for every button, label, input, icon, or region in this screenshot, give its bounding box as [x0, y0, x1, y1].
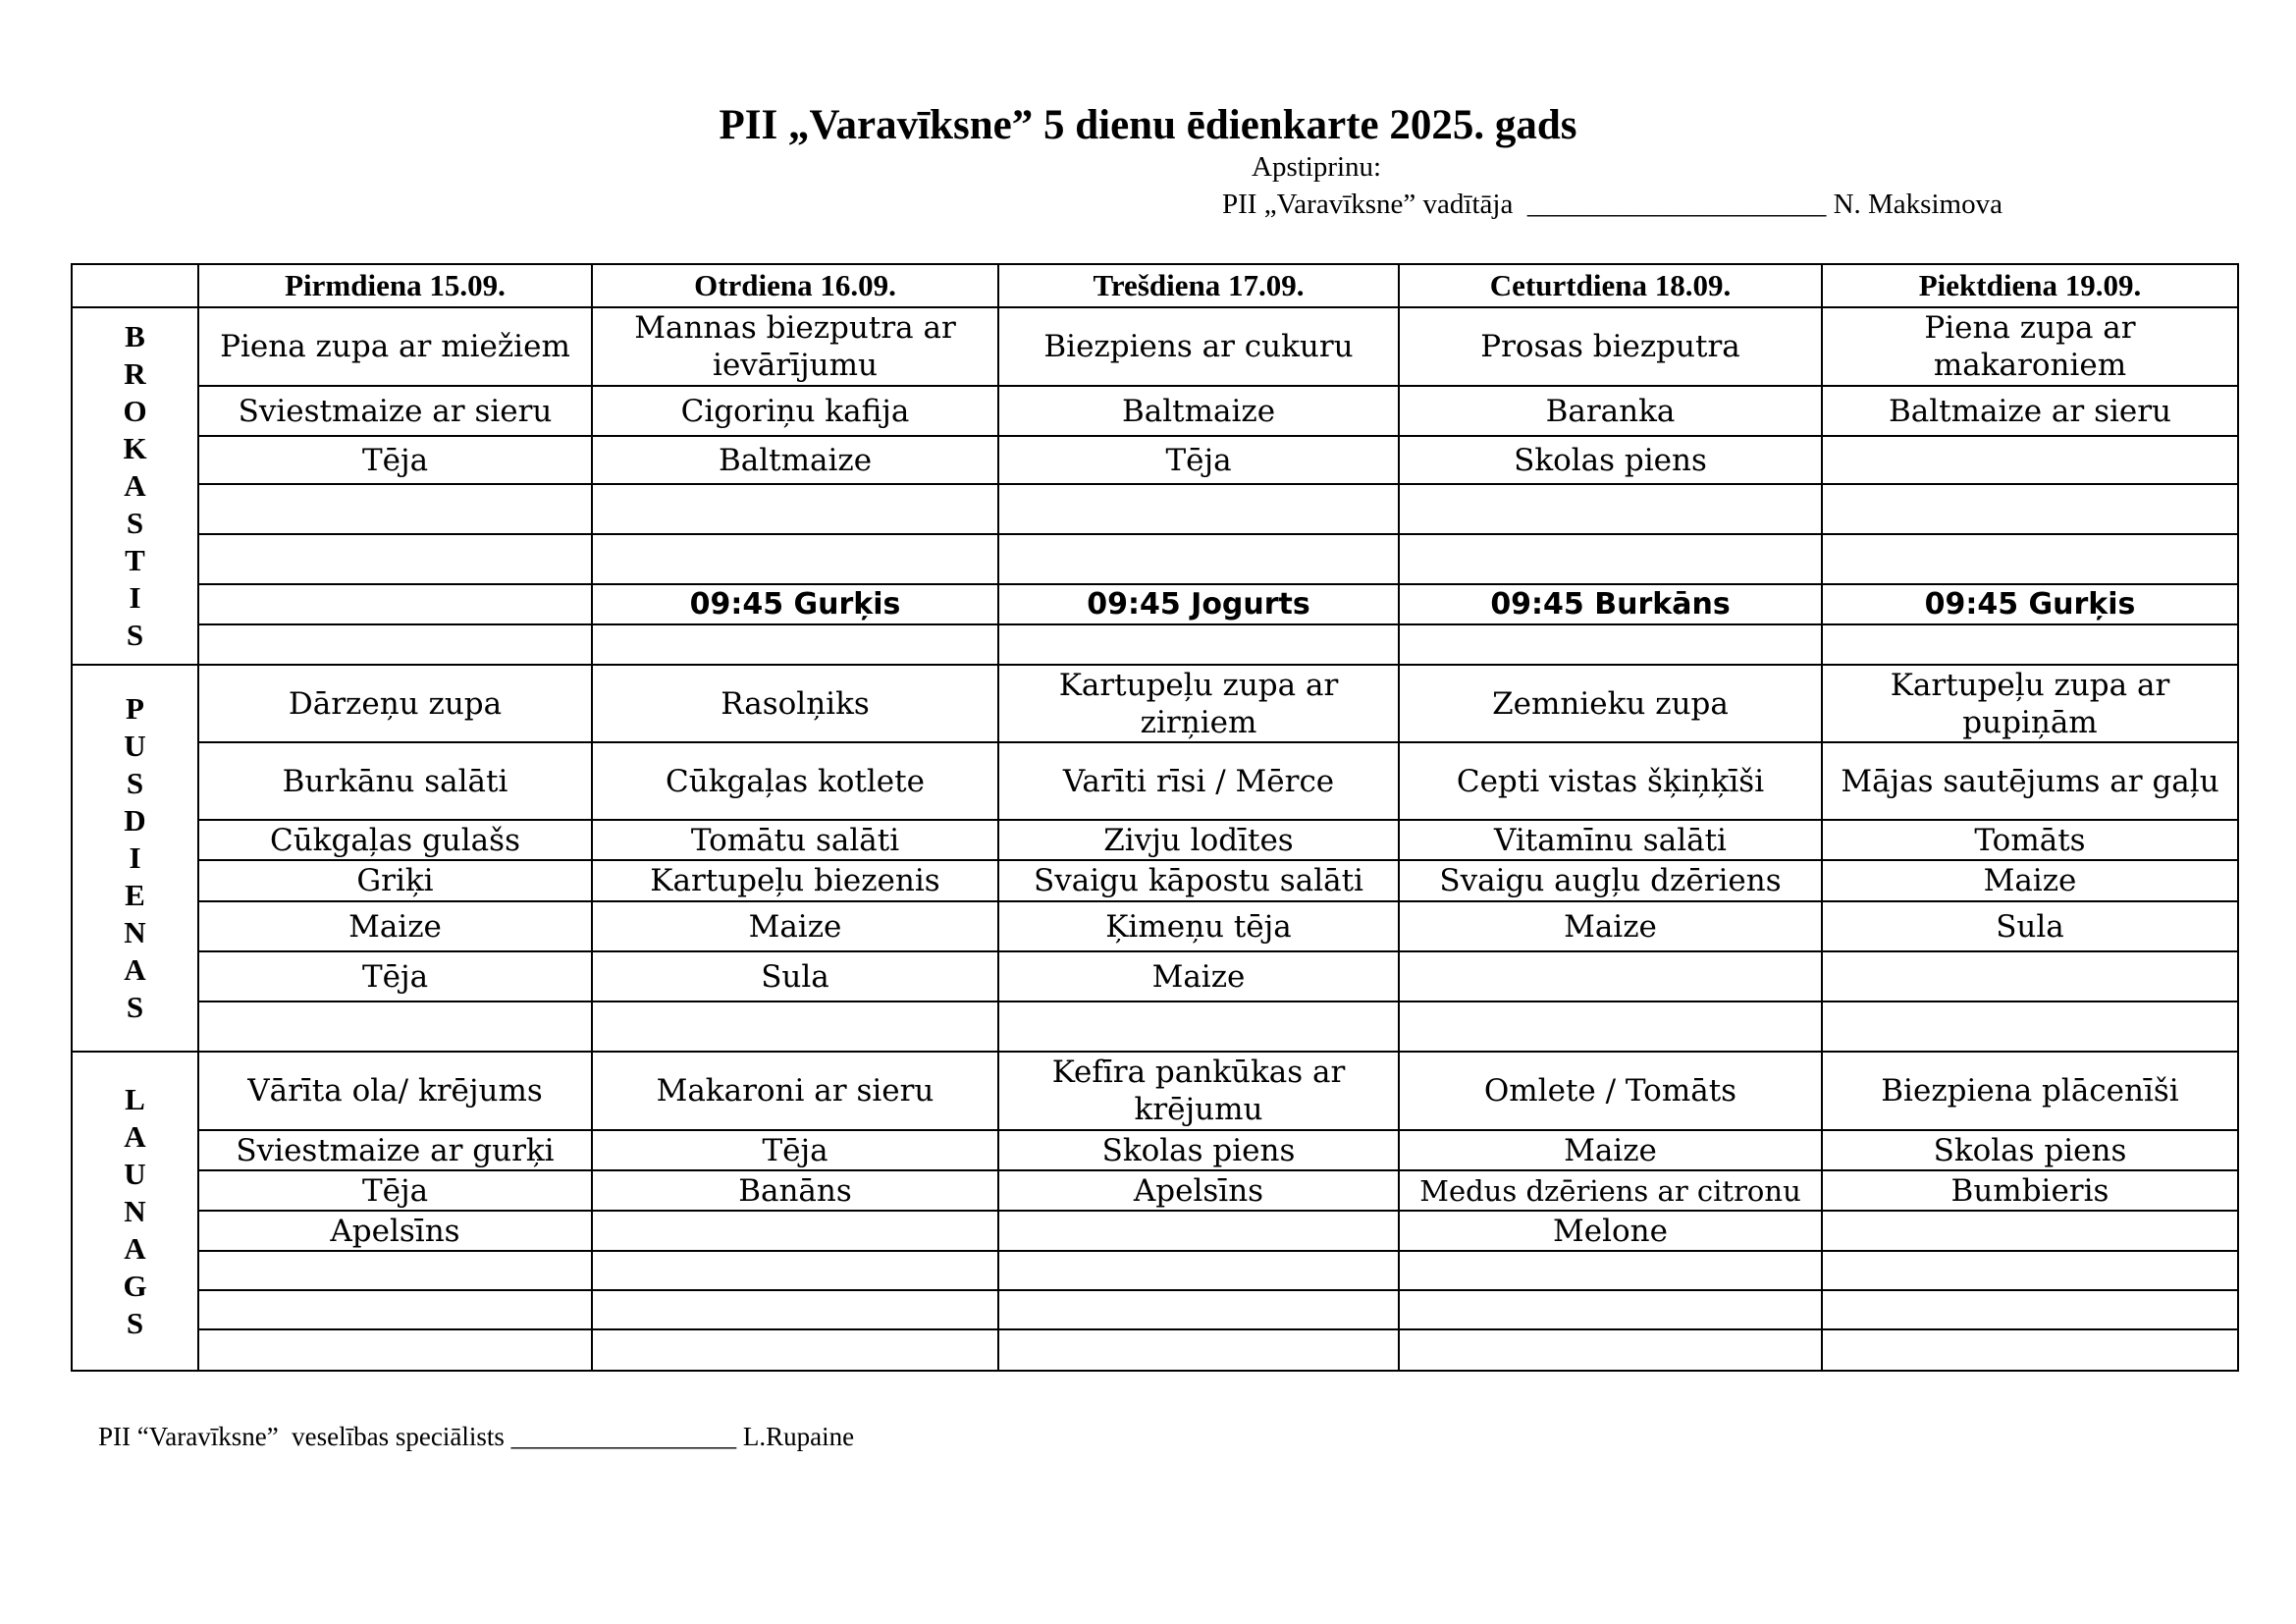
table-row: [72, 901, 2238, 951]
menu-cell: Sula: [592, 951, 998, 1001]
menu-cell: Sviestmaize ar sieru: [198, 386, 592, 436]
menu-cell: Cepti vistas šķiņķīši: [1399, 742, 1822, 820]
menu-cell: Apelsīns: [998, 1170, 1399, 1211]
menu-cell: Piena zupa ar miežiem: [198, 307, 592, 386]
menu-cell: [1399, 484, 1822, 534]
menu-cell: [998, 624, 1399, 665]
menu-cell: Mājas sautējums ar gaļu: [1822, 742, 2238, 820]
menu-cell: [1822, 1001, 2238, 1052]
menu-cell: Zemnieku zupa: [1399, 665, 1822, 742]
menu-cell: Svaigu augļu dzēriens: [1399, 860, 1822, 901]
menu-cell: Mannas biezputra ar ievārījumu: [592, 307, 998, 386]
menu-cell: [998, 534, 1399, 584]
snack-cell: 09:45 Burkāns: [1399, 584, 1822, 624]
document-title: PII „Varavīksne” 5 dienu ēdienkarte 2025. gads: [719, 102, 1577, 148]
menu-cell: [1399, 624, 1822, 665]
footer-signature: PII “Varavīksne” veselības speciālists _________________ L.Rupaine: [98, 1422, 855, 1451]
menu-cell: [1822, 951, 2238, 1001]
menu-cell: [1399, 1251, 1822, 1290]
menu-cell: Biezpiena plācenīši: [1822, 1052, 2238, 1130]
menu-cell: Vārīta ola/ krējums: [198, 1052, 592, 1130]
snack-cell: 09:45 Gurķis: [1822, 584, 2238, 624]
menu-cell: Piena zupa ar makaroniem: [1822, 307, 2238, 386]
menu-cell: Melone: [1399, 1211, 1822, 1251]
menu-cell: [1399, 1001, 1822, 1052]
meal-label-pusdienas: PUSDIENAS: [72, 665, 198, 1052]
table-row: [72, 1130, 2238, 1170]
table-row: [72, 307, 2238, 386]
menu-cell: Kartupeļu zupa ar pupiņām: [1822, 665, 2238, 742]
menu-cell: Biezpiens ar cukuru: [998, 307, 1399, 386]
table-row: [72, 1290, 2238, 1329]
table-row: [72, 1170, 2238, 1211]
menu-cell: [1822, 534, 2238, 584]
table-row: [72, 1052, 2238, 1130]
menu-cell: Makaroni ar sieru: [592, 1052, 998, 1130]
menu-cell: Skolas piens: [1822, 1130, 2238, 1170]
menu-cell: Baltmaize: [998, 386, 1399, 436]
menu-cell: Tēja: [198, 436, 592, 484]
menu-cell: Skolas piens: [998, 1130, 1399, 1170]
table-row: [72, 1001, 2238, 1052]
menu-cell: [198, 624, 592, 665]
table-row: [72, 951, 2238, 1001]
menu-cell: Maize: [592, 901, 998, 951]
menu-cell: Maize: [998, 951, 1399, 1001]
menu-cell: [592, 1329, 998, 1371]
menu-cell: Banāns: [592, 1170, 998, 1211]
table-row: [72, 624, 2238, 665]
menu-cell: Burkānu salāti: [198, 742, 592, 820]
menu-cell: [198, 1001, 592, 1052]
day-header: Otrdiena 16.09.: [592, 264, 998, 307]
menu-cell: [198, 534, 592, 584]
day-header: Ceturtdiena 18.09.: [1399, 264, 1822, 307]
menu-cell: Medus dzēriens ar citronu: [1399, 1170, 1822, 1211]
meal-label-brokastis: BROKASTIS: [72, 307, 198, 665]
menu-cell: [1822, 1251, 2238, 1290]
menu-cell: Skolas piens: [1399, 436, 1822, 484]
table-row: [72, 436, 2238, 484]
menu-cell: [998, 1290, 1399, 1329]
snack-cell: 09:45 Gurķis: [592, 584, 998, 624]
menu-cell: [998, 1211, 1399, 1251]
menu-cell: [998, 1001, 1399, 1052]
menu-cell: [998, 1329, 1399, 1371]
table-row: [72, 584, 2238, 624]
menu-cell: Tēja: [592, 1130, 998, 1170]
menu-cell: [1822, 1290, 2238, 1329]
menu-cell: Ķimeņu tēja: [998, 901, 1399, 951]
table-row: [72, 1211, 2238, 1251]
menu-cell: Prosas biezputra: [1399, 307, 1822, 386]
menu-cell: [198, 1290, 592, 1329]
menu-cell: Maize: [1399, 901, 1822, 951]
menu-cell: [998, 484, 1399, 534]
menu-cell: [198, 1329, 592, 1371]
menu-cell: Kartupeļu zupa ar zirņiem: [998, 665, 1399, 742]
menu-cell: Tēja: [998, 436, 1399, 484]
menu-cell: Tomāts: [1822, 820, 2238, 860]
menu-cell: [592, 1290, 998, 1329]
day-header: Trešdiena 17.09.: [998, 264, 1399, 307]
menu-cell: [1822, 1329, 2238, 1371]
approval-line: Apstiprinu:: [1252, 151, 1382, 183]
table-row: [72, 386, 2238, 436]
table-row: [72, 1251, 2238, 1290]
menu-cell: Rasolņiks: [592, 665, 998, 742]
menu-cell: Kartupeļu biezenis: [592, 860, 998, 901]
menu-cell: [198, 1251, 592, 1290]
menu-cell: [1822, 624, 2238, 665]
day-header: Piektdiena 19.09.: [1822, 264, 2238, 307]
menu-cell: [592, 1211, 998, 1251]
table-row: [72, 665, 2238, 742]
table-row: [72, 860, 2238, 901]
approval-signature: PII „Varavīksne” vadītāja _____________________ N. Maksimova: [1222, 189, 2002, 220]
day-header: Pirmdiena 15.09.: [198, 264, 592, 307]
menu-cell: Baranka: [1399, 386, 1822, 436]
menu-cell: [998, 1251, 1399, 1290]
menu-cell: [1822, 436, 2238, 484]
menu-cell: Tēja: [198, 1170, 592, 1211]
menu-cell: Sula: [1822, 901, 2238, 951]
menu-cell: Omlete / Tomāts: [1399, 1052, 1822, 1130]
menu-cell: Maize: [198, 901, 592, 951]
table-row: [72, 820, 2238, 860]
menu-cell: [1399, 1290, 1822, 1329]
menu-cell: [1822, 484, 2238, 534]
menu-cell: Tomātu salāti: [592, 820, 998, 860]
menu-cell: Griķi: [198, 860, 592, 901]
snack-cell: 09:45 Jogurts: [998, 584, 1399, 624]
menu-cell: Dārzeņu zupa: [198, 665, 592, 742]
menu-cell: Bumbieris: [1822, 1170, 2238, 1211]
table-row: [72, 484, 2238, 534]
menu-cell: [1822, 1211, 2238, 1251]
table-row: [72, 534, 2238, 584]
corner-cell: [72, 264, 198, 307]
menu-cell: Baltmaize: [592, 436, 998, 484]
menu-cell: [1399, 951, 1822, 1001]
table-row: [72, 1329, 2238, 1371]
menu-cell: [1399, 1329, 1822, 1371]
menu-cell: [1399, 534, 1822, 584]
menu-cell: Kefīra pankūkas ar krējumu: [998, 1052, 1399, 1130]
menu-cell: Vitamīnu salāti: [1399, 820, 1822, 860]
menu-cell: [592, 534, 998, 584]
menu-cell: Varīti rīsi / Mērce: [998, 742, 1399, 820]
table-row: [72, 742, 2238, 820]
menu-cell: Apelsīns: [198, 1211, 592, 1251]
menu-cell: Baltmaize ar sieru: [1822, 386, 2238, 436]
meal-label-launags: LAUNAGS: [72, 1052, 198, 1371]
menu-cell: [592, 484, 998, 534]
menu-cell: Sviestmaize ar gurķi: [198, 1130, 592, 1170]
header-row: [72, 264, 2238, 307]
menu-table: [71, 263, 2239, 1372]
menu-cell: Cūkgaļas kotlete: [592, 742, 998, 820]
menu-cell: [592, 1001, 998, 1052]
menu-cell: [198, 484, 592, 534]
menu-cell: Maize: [1822, 860, 2238, 901]
menu-cell: Zivju lodītes: [998, 820, 1399, 860]
snack-cell: [198, 584, 592, 624]
menu-cell: Cigoriņu kafija: [592, 386, 998, 436]
menu-cell: [592, 1251, 998, 1290]
menu-cell: Cūkgaļas gulašs: [198, 820, 592, 860]
menu-cell: Maize: [1399, 1130, 1822, 1170]
menu-cell: [592, 624, 998, 665]
menu-cell: Tēja: [198, 951, 592, 1001]
menu-cell: Svaigu kāpostu salāti: [998, 860, 1399, 901]
